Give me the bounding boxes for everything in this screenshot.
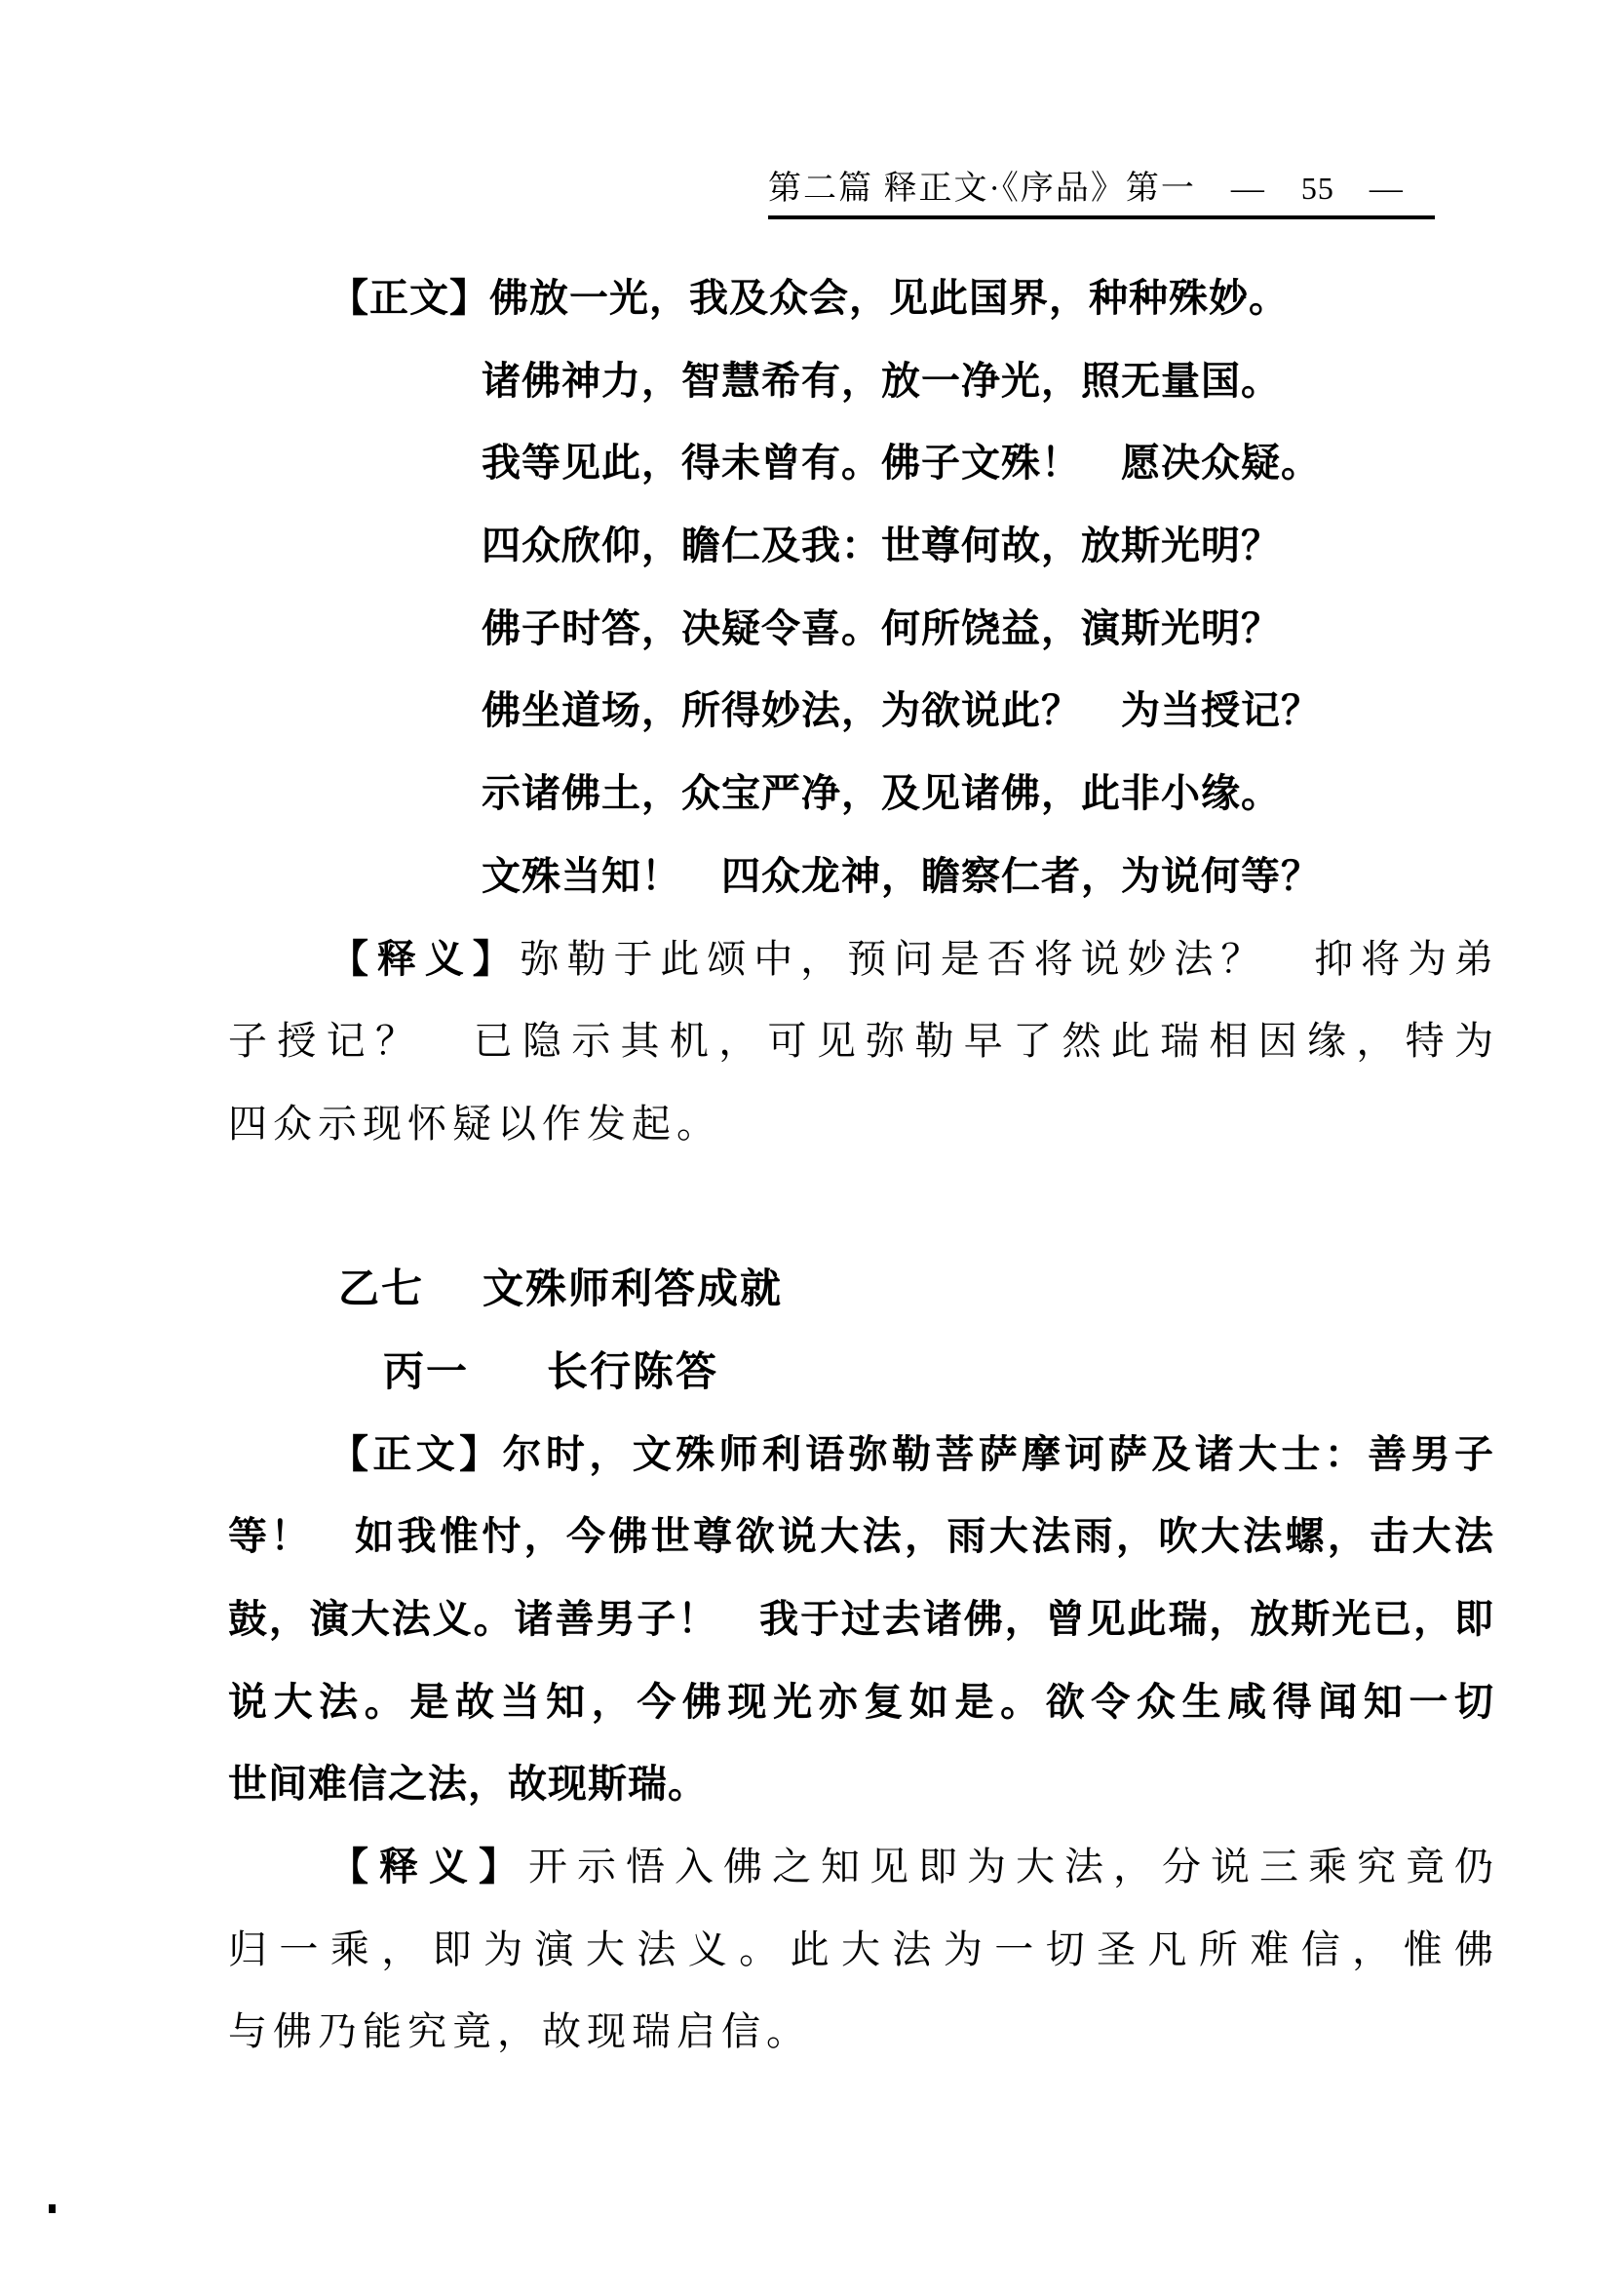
sutra-verse-line: 四众欣仰，瞻仁及我：世尊何故，放斯光明？ (482, 525, 1281, 568)
heading-title: 长行陈答 (547, 1347, 719, 1394)
sutra-text: 尔时，文殊师利语弥勒菩萨摩诃萨及诸大士：善男子 (502, 1432, 1494, 1476)
sutra-prose-line: 世间难信之法，故现斯瑞。 (228, 1763, 708, 1807)
sutra-prose-line: 等！ 如我惟忖，今佛世尊欲说大法，雨大法雨，吹大法螺，击大法 (228, 1515, 1493, 1559)
commentary-line: 与佛乃能究竟，故现瑞启信。 (228, 2009, 811, 2054)
shiyi-label: 【释义】 (329, 1846, 528, 1889)
heading-number: 丙一 (383, 1347, 470, 1394)
shiyi-label: 【释义】 (329, 937, 521, 981)
commentary-line: 归一乘，即为演大法义。此大法为一切圣凡所难信，惟佛 (228, 1926, 1493, 1971)
sutra-verse-line: 示诸佛土，众宝严净，及见诸佛，此非小缘。 (482, 772, 1281, 816)
sutra-text: 佛放一光，我及众会，见此国界，种种殊妙。 (489, 277, 1289, 320)
sutra-verse-line: 文殊当知！ 四众龙神，瞻察仁者，为说何等？ (482, 854, 1321, 898)
sutra-prose-line: 说大法。是故当知，今佛现光亦复如是。欲令众生咸得闻知一切 (228, 1680, 1493, 1724)
commentary-text: 弥勒于此颂中，预问是否将说妙法？ 抑将为弟 (520, 936, 1494, 981)
commentary-line: 四众示现怀疑以作发起。 (228, 1101, 721, 1146)
commentary-line (228, 1826, 1493, 1909)
scan-speck-artifact (49, 2204, 56, 2213)
text-column (228, 257, 1493, 2074)
running-head-dash-left: — (1230, 171, 1266, 207)
commentary-line (228, 918, 1493, 1001)
sutra-verse-line: 佛坐道场，所得妙法，为欲说此？ 为当授记？ (482, 689, 1321, 733)
sutra-verse-line: 诸佛神力，智慧希有，放一净光，照无量国。 (482, 359, 1281, 403)
running-head (768, 168, 1435, 219)
commentary-line: 子授记？ 已隐示其机，可见弥勒早了然此瑞相因缘，特为 (228, 1019, 1493, 1064)
heading-number: 乙七 (338, 1265, 425, 1312)
heading-title: 文殊师利答成就 (483, 1265, 784, 1312)
sutra-prose-line (228, 1414, 1493, 1497)
zhengwen-label: 【正文】 (329, 277, 489, 320)
sutra-prose-line: 鼓，演大法义。诸善男子！ 我于过去诸佛，曾见此瑞，放斯光已，即 (228, 1598, 1493, 1641)
sutra-verse-line: 我等见此，得未曾有。佛子文殊！ 愿决众疑。 (482, 442, 1321, 486)
section-heading-yiqi (228, 1248, 1493, 1331)
section-heading-bingyi (228, 1331, 1493, 1414)
running-head-title: 第二篇 释正文·《序品》第一 (768, 171, 1196, 207)
sutra-verse-opening-line (228, 257, 1493, 340)
commentary-text: 开示悟入佛之知见即为大法，分说三乘究竟仍 (528, 1845, 1493, 1889)
sutra-verse-line: 佛子时答，决疑令喜。何所饶益，演斯光明？ (482, 606, 1281, 650)
zhengwen-label: 【正文】 (329, 1432, 503, 1476)
blank-line (228, 1166, 1493, 1249)
page-number: 55 (1300, 171, 1334, 206)
running-head-dash-right: — (1369, 171, 1405, 207)
